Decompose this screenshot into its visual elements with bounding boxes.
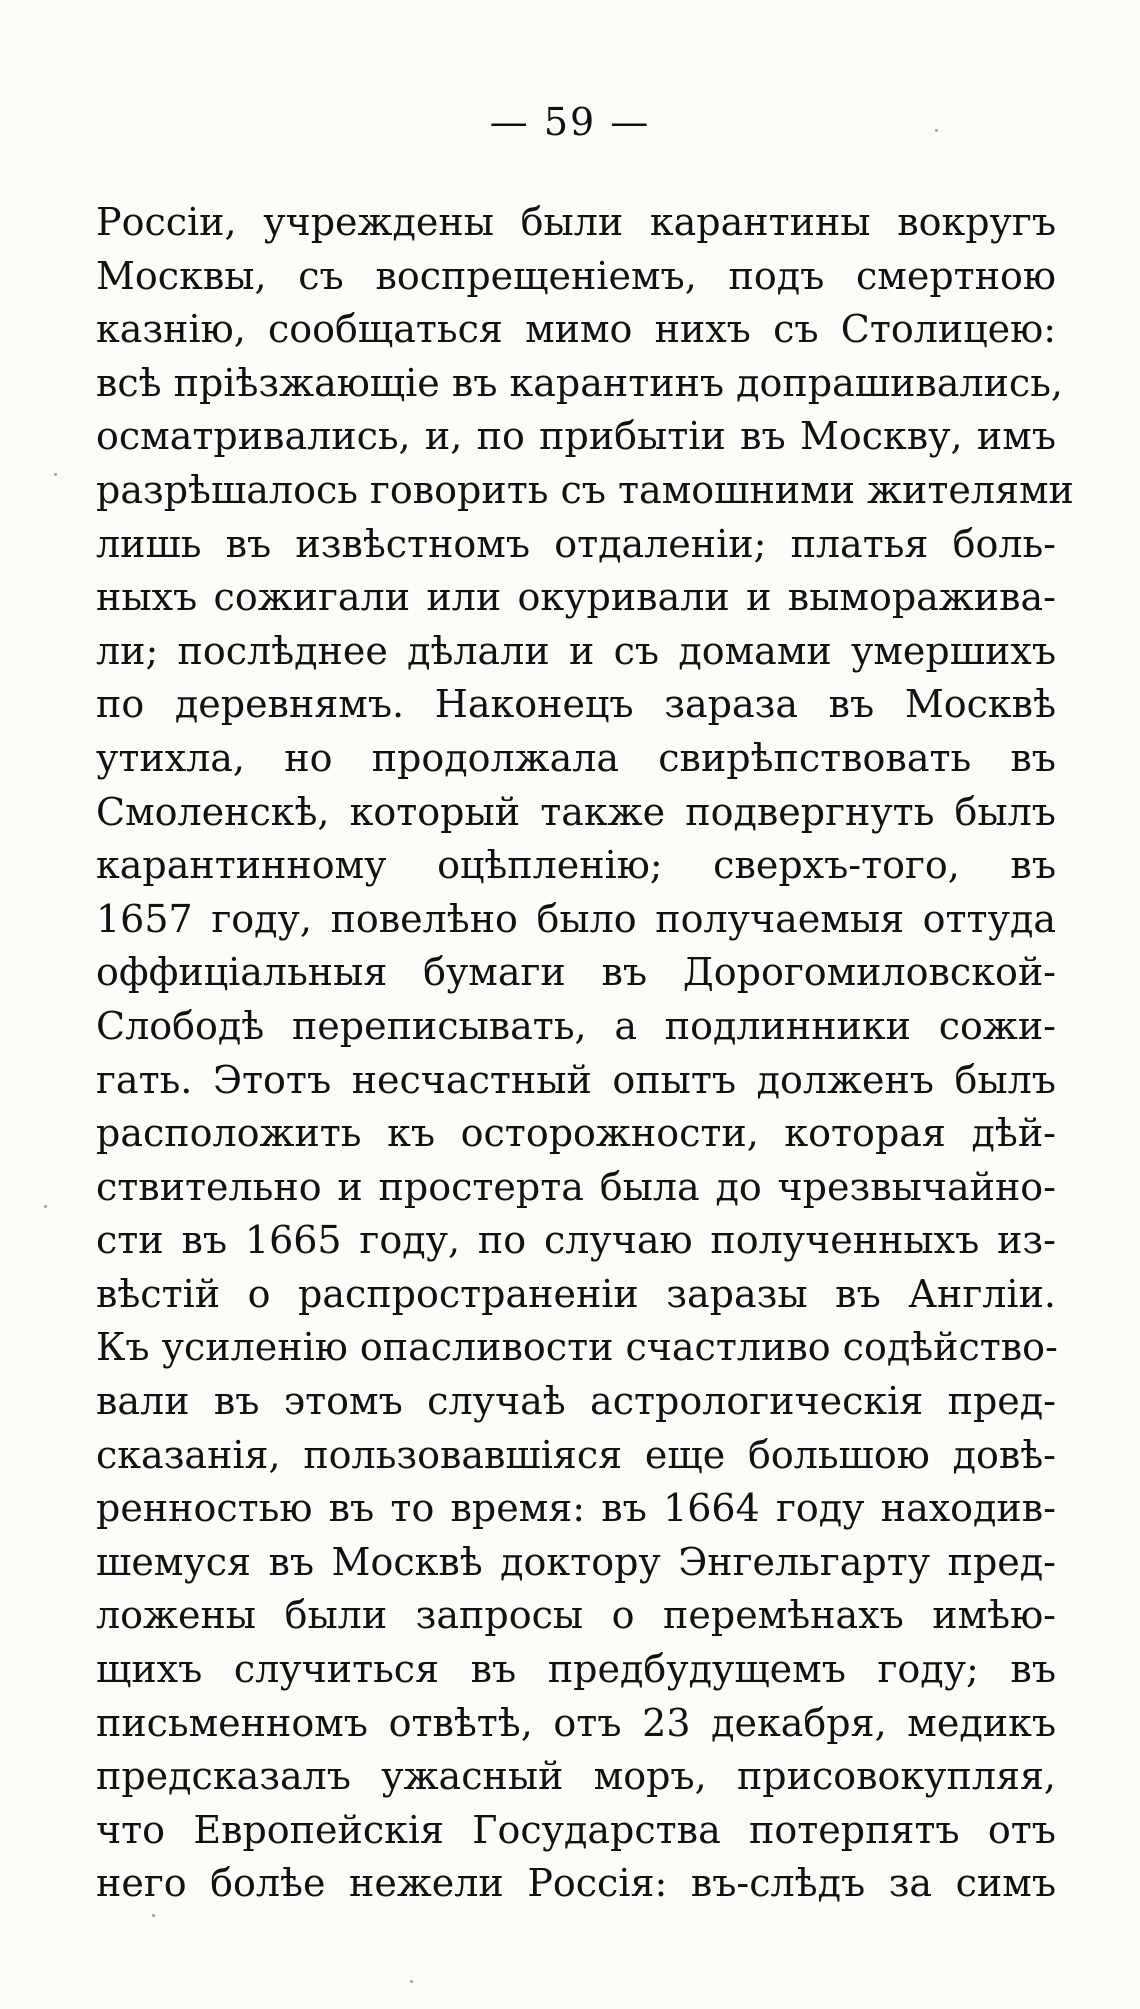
print-speck — [152, 1914, 155, 1917]
text-line: шемуся въ Москвѣ доктору Энгельгарту пред- — [96, 1539, 1056, 1584]
text-line: Россіи, учреждены были карантины вокругъ — [96, 200, 1056, 244]
text-line: ныхъ сожигали или окуривали и вымораживa- — [96, 575, 1056, 620]
text-line: по деревнямъ. Наконецъ зараза въ Москвѣ — [96, 682, 1056, 727]
page-number: — 59 — — [489, 100, 651, 144]
text-line: предсказалъ ужасный моръ, присовокупляя, — [96, 1754, 1056, 1799]
print-speck — [54, 473, 57, 476]
text-line: расположить къ осторожности, которая дѣй- — [96, 1111, 1056, 1156]
text-line: сти въ 1665 году, по случаю полученныхъ из- — [96, 1218, 1056, 1263]
text-line: Москвы, съ воспрещеніемъ, подъ смертною — [96, 253, 1056, 298]
text-line: щихъ случиться въ предбудущемъ году; въ — [96, 1647, 1056, 1692]
text-line: письменномъ отвѣтѣ, отъ 23 декабря, медикъ — [96, 1700, 1056, 1745]
text-line: осматривались, и, по прибытіи въ Москву, имъ — [96, 414, 1056, 459]
text-line: утихла, но продолжала свирѣпствовать въ — [96, 735, 1056, 780]
text-line: всѣ пріѣзжающіе въ карантинъ допрашивались, — [96, 360, 1063, 405]
text-line: казнію, сообщаться мимо нихъ съ Столицею: — [96, 307, 1056, 352]
text-line: вѣстій о распространеніи заразы въ Англіи. — [96, 1271, 1056, 1316]
text-line: гать. Этотъ несчастный опытъ долженъ былъ — [96, 1057, 1056, 1102]
text-line: вали въ этомъ случаѣ астрологическія пред- — [96, 1379, 1056, 1424]
text-line: него болѣе нежели Россія: въ-слѣдъ за симъ — [96, 1861, 1056, 1906]
text-line: карантинному оцѣпленію; сверхъ-того, въ — [96, 843, 1056, 888]
body-text — [96, 196, 1074, 1911]
text-line: Слободѣ переписывать, а подлинники сожи- — [96, 1003, 1056, 1048]
text-line: ложены были запросы о перемѣнахъ имѣю- — [96, 1593, 1056, 1638]
text-line: Къ усиленію опасливости счастливо содѣйство- — [96, 1325, 1058, 1370]
text-line: лишь въ извѣстномъ отдаленіи; платья боль- — [96, 521, 1056, 566]
print-speck — [935, 129, 938, 132]
text-line: сказанія, пользовавшіяся еще большою довѣ- — [96, 1432, 1056, 1477]
text-line: что Европейскія Государства потерпятъ отъ — [96, 1807, 1056, 1852]
text-line: 1657 году, повелѣно было получаемыя оттуда — [96, 896, 1056, 941]
text-line: оффиціальныя бумаги въ Дорогомиловской- — [96, 950, 1056, 995]
text-line: разрѣшалось говорить съ тамошними жителями — [96, 467, 1074, 512]
text-line: ли; послѣднее дѣлали и съ домами умершихъ — [96, 628, 1056, 673]
print-speck — [410, 1980, 413, 1983]
text-line: ренностью въ то время: въ 1664 году находив- — [96, 1486, 1056, 1531]
text-line: ствительно и простерта была до чрезвычайно- — [96, 1164, 1056, 1209]
print-speck — [44, 1205, 47, 1208]
text-line: Смоленскѣ, который также подвергнуть былъ — [96, 789, 1056, 834]
